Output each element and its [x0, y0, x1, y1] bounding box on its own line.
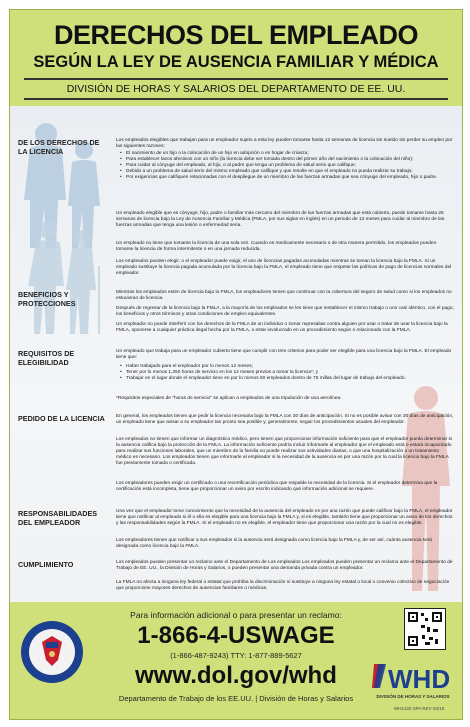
licencia-bullets — [120, 151, 454, 181]
requisitos-note: *Requisitos especiales de "horas de servicio" se aplican a empleados de una tripulación de una aerolínea. — [116, 396, 342, 401]
pedido-p1: En general, los empleados tienen que pedir la licencia necesaria bajo la FMLA con 30 días de anticipación. Si no es posible avisar con 30 días de anticipación, un empleado tiene que avisar a su empleador tan pronto sea posible y, generalmente, seguir los procedimientos usuales del empleador. — [116, 414, 454, 425]
pedido-p3: Los empleadores pueden exigir un certificado o una recertificación periódica que respalde la necesidad de la licencia. Si el empleador determina que la certificación está incompleta, tiene que proporcionar un aviso por escrito indicando qué información adicional se requiere. — [116, 481, 438, 492]
licencia-p4: Los empleados pueden elegir, o el empleador puede exigir, el uso de licencias pagadas acumuladas mientras se toman la licencia bajo la FMLA. Si un empleado sustituye la licencia pagada acumulada por la licencia bajo la FMLA, el empleado tiene que respetar las políticas de pago de licencias normales del empleador. — [116, 259, 452, 276]
list-item: • Por exigencias que califiquen relacionadas con el despliegue de un miembro de las fuerzas armadas que sea cónyuge del empleado, hijo o padre. — [120, 175, 454, 181]
responsabilidades-p1: Una vez que el empleador tome conocimiento que la necesidad de la ausencia del empleado es por una razón que puede calificar bajo la FMLA, el empleador tiene que notificar al empleado si él o ella es elegible para una licencia bajo la FMLA y, si es elegible, también tiene que proporcionar un aviso de los derechos y las responsabilidades según la FMLA. Si el empleado no es elegible, el empleador tiene que proporcionar una razón por la cual no es elegible. — [116, 509, 453, 526]
header-rule-bottom — [24, 98, 448, 100]
whd-logo-text: WHD — [388, 664, 451, 694]
fmla-poster — [9, 9, 463, 720]
list-item: • Haber trabajado para el empleador por lo menos 12 meses; — [120, 364, 454, 370]
qr-code-icon[interactable] — [404, 608, 446, 650]
licencia-p2: Un empleado elegible que es cónyuge, hijo, padre o familiar más cercano del miembro de las fuerzas armadas que está cubierto, puede tomarse hasta 26 semanas de licencia bajo la Ley de Ausencia Familiar y Médica (FMLA, por sus siglas en inglés) en un periodo de 12 meses para cuidar al miembro de las fuerzas armadas que tenga una lesión o enfermedad seria. — [116, 211, 445, 228]
list-item: • Trabajar en el lugar donde el empleador tiene en por lo menos 50 empleados dentro de 75 millas del lugar de trabajo del empleado. — [120, 376, 454, 382]
section-label-beneficios: BENEFICIOS Y PROTECCIONES — [18, 290, 76, 308]
pedido-p2: Los empleados no tienen que informar un diagnóstico médico, pero tienen que proporcionar información suficiente para que el empleador pueda determinar si la ausencia califica bajo la protección de la FMLA. La información suficiente podría incluir informarle al empleador que el empleado está o estará incapacitado para realizar sus funciones laborales, que un miembro de la familia no puede realizar sus actividades diarias, o que una hospitalización o un tratamiento médico es necesario. Los empleados tienen que informarle al empleador si la necesidad de la ausencia es por una razón por la cual la licencia bajo la FMLA fue previamente tomada o certificada. — [116, 437, 452, 466]
requisitos-intro: Un empleado que trabaja para un empleador cubierto tiene que cumplir con tres criterios para poder ser elegible para una licencia bajo la FMLA. El empleado tiene que: — [116, 349, 452, 360]
list-item: • Para cuidar al cónyuge del empleado, al hijo, o al padre que tenga un problema de salud serio que califique; — [120, 163, 454, 169]
division-line: DIVISIÓN DE HORAS Y SALARIOS DEL DEPARTAMENTO DE EE. UU. — [66, 83, 406, 95]
licencia-intro: Los empleados elegibles que trabajan para un empleador sujeto a esta ley pueden tomarse hasta 12 semanas de licencia sin sueldo sin perder su empleo por las siguientes razones: — [116, 138, 453, 149]
dol-seal-icon — [20, 620, 84, 684]
form-code: WH1420 SPA REV 04/16 — [394, 706, 445, 711]
responsabilidades-p2: Los empleadores tienen que notificar a sus empleados si la ausencia será designada como licencia bajo la FMLA y, de ser así, cuánta ausencia será designada como licencia bajo la FMLA. — [116, 538, 432, 549]
footer-department: Departamento de Trabajo de los EE.UU. | División de Horas y Salarios — [118, 694, 354, 703]
whd-logo-icon — [370, 658, 456, 696]
cumplimiento-p1: Los empleados pueden presentar un reclamo ante el Departamento de Los empleados Los empleados pueden presentar un reclamo ante el Departamento de Trabajo de EE. UU., la División de Horas y Salarios, o pueden presentar una demanda privada contra un empleador. — [116, 560, 453, 571]
whd-subtitle: DIVISIÓN DE HORAS Y SALARIOS — [376, 694, 450, 699]
header-rule-top — [24, 78, 448, 80]
section-label-licencia: DE LOS DERECHOS DE LA LICENCIA — [18, 138, 100, 156]
footer-url-link[interactable]: www.dol.gov/whd — [135, 662, 337, 689]
poster-header — [10, 10, 462, 106]
beneficios-p1: Mientras los empleados estén de licencia bajo la FMLA, los empleadores tienen que continuar con la cobertura del seguro de salud como si los empleados no estuvieran de licencia. — [116, 290, 452, 301]
poster-body — [10, 106, 462, 602]
list-item: • Debido a un problema de salud serio del mismo empleado que califique y que resulte en que el empleado no pueda realizar su trabajo; — [120, 169, 454, 175]
footer-phone-numbers: (1-866-487-9243) TTY: 1-877-889-5627 — [170, 651, 302, 660]
section-label-requisitos: REQUISITOS DE ELEGIBILIDAD — [18, 349, 75, 367]
footer-phone[interactable]: 1-866-4-USWAGE — [137, 622, 335, 649]
cumplimiento-p2: La FMLA no afecta a ninguna ley federal o estatal que prohíba la discriminación ni sustituye a ninguna ley estatal o local o convenio colectivo de negociación que proporcione mayores derechos de ausencias familiares o médicas. — [116, 580, 450, 591]
poster-footer — [10, 602, 462, 719]
requisitos-bullets — [120, 364, 454, 382]
section-label-pedido: PEDIDO DE LA LICENCIA — [18, 414, 105, 423]
list-item: • Tener por lo menos 1,250 horas de servicio en los 12 meses previos a tomar la licencia*; y — [120, 370, 454, 376]
section-label-responsabilidades: RESPONSABILIDADES DEL EMPLEADOR — [18, 509, 98, 527]
list-item: • El nacimiento de un hijo o la colocación de un hijo en adopción o en hogar de crianza; — [120, 151, 454, 157]
section-label-cumplimiento: CUMPLIMIENTO — [18, 560, 74, 569]
list-item: • Para establecer lazos afectivos con un niño (la licencia debe ser tomada dentro del primer año del nacimiento o la colocación del niño); — [120, 157, 454, 163]
footer-info-text: Para información adicional o para presentar un reclamo: — [130, 610, 342, 620]
licencia-p3: Un empleado no tiene que tomarse la licencia de una sola vez. Cuando es medicamente necesario o de otra manera permitido, los empleados pueden tomarse la licencia de forma intermitente o en una jornada reducida. — [116, 241, 437, 252]
poster-subtitle: SEGÚN LA LEY DE AUSENCIA FAMILIAR Y MÉDICA — [33, 53, 439, 71]
beneficios-p3: Un empleador no puede interferir con los derechos de la FMLA de un individuo o tomar represalias contra alguien por usar o tratar de usar la licencia bajo la FMLA, oponerse a cualquier práctica ilegal hecha por la FMLA, o estar involucrado en un procedimiento según o relacionado con la FMLA. — [116, 322, 448, 333]
poster-title: DERECHOS DEL EMPLEADO — [53, 20, 419, 50]
elderly-silhouette-image — [20, 216, 110, 336]
beneficios-p2: Después de regresar de la licencia bajo la FMLA, a la mayoría de los empleados se les tiene que restablecer el mismo trabajo o uno casi idéntico, con el pago, los beneficios y otros términos y otras condiciones de empleo equivalentes. — [116, 306, 454, 317]
